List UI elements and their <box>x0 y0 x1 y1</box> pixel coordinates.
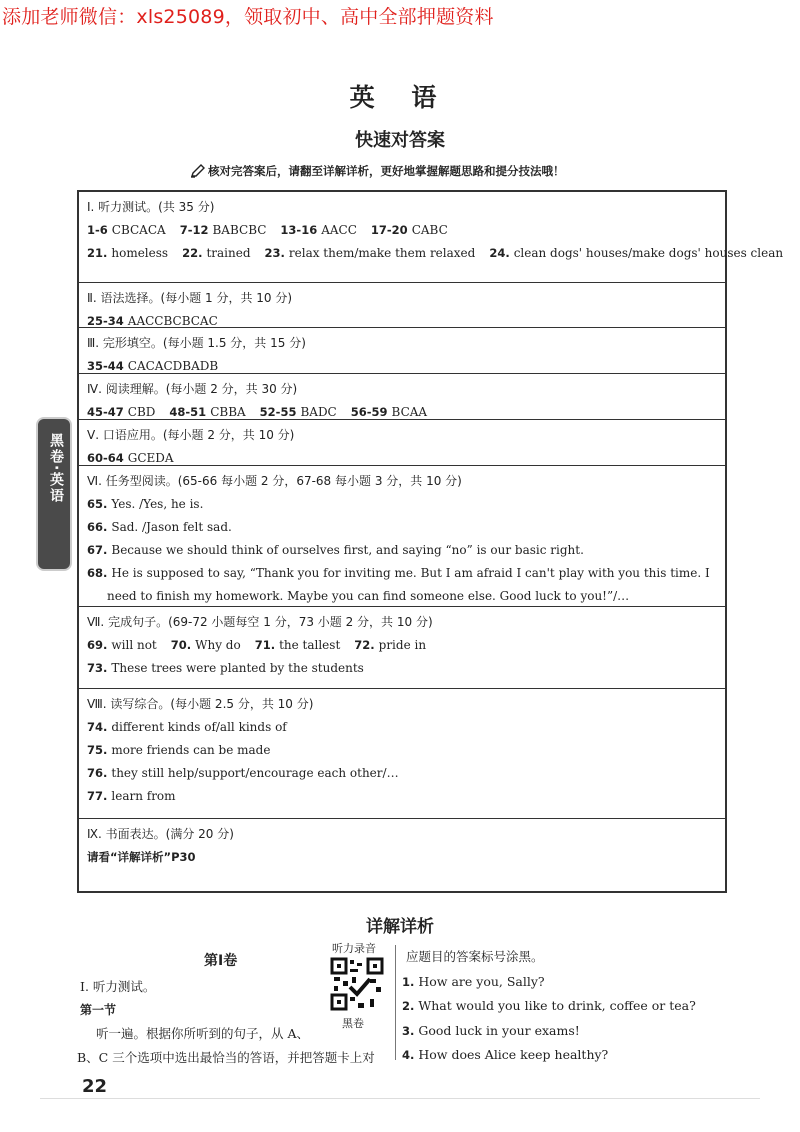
question-number: 70. <box>170 638 192 652</box>
answer-text: clean dogs' houses/make dogs' houses clean <box>513 246 784 260</box>
tip-text: 核对完答案后，请翻至详解详析，更好地掌握解题思路和提分技法哦！ <box>208 164 565 178</box>
answer-text: CBD <box>127 405 156 419</box>
section-heading: Ⅰ. 听力测试。(共 35 分) <box>87 200 215 214</box>
bottom-rule <box>40 1098 760 1099</box>
answer-text: Because we should think of ourselves first, and saying “no” is our basic right. <box>111 543 584 557</box>
question-number: 72. <box>354 638 375 652</box>
answer-line <box>87 493 725 516</box>
question-number: 76. <box>87 766 108 780</box>
answer-text: CACACDBADB <box>127 359 219 373</box>
detail-title: 详解详析 <box>366 917 434 937</box>
answer-line <box>87 562 732 608</box>
answer-text: AACC <box>321 223 357 237</box>
question-number: 1-6 <box>87 223 108 237</box>
question-number: 68. <box>87 566 108 580</box>
page-subtitle: 快速对答案 <box>355 130 445 151</box>
left-line: B、C 三个选项中选出最恰当的答语，并把答题卡上对 <box>77 1049 375 1065</box>
question-number: 1. <box>402 974 415 989</box>
question-number: 75. <box>87 743 108 757</box>
answer-section <box>79 689 725 819</box>
question-number: 67. <box>87 543 108 557</box>
answer-text: Sad. /Jason felt sad. <box>111 520 232 534</box>
answer-section <box>79 420 725 466</box>
qr-label: 听力录音 <box>332 942 376 955</box>
question-text: 应题目的答案标号涂黑。 <box>406 949 544 964</box>
question-number: 52-55 <box>259 405 297 419</box>
question-number: 45-47 <box>87 405 124 419</box>
question-number: 71. <box>254 638 276 652</box>
answer-text: BABCBC <box>212 223 267 237</box>
question-number: 4. <box>402 1048 415 1062</box>
question-number: 48-51 <box>169 405 207 419</box>
answer-text: These trees were planted by the students <box>111 661 364 675</box>
answer-text: will not <box>111 638 157 652</box>
answer-text: CBBA <box>210 405 246 419</box>
answer-text: relax them/make them relaxed <box>288 246 476 260</box>
answer-line <box>87 516 725 539</box>
section-heading: Ⅵ. 任务型阅读。(65-66 每小题 2 分，67-68 每小题 3 分，共 10 分) <box>87 474 462 488</box>
answer-text: trained <box>206 246 251 260</box>
answer-line <box>87 539 725 562</box>
answer-line <box>87 219 725 242</box>
answer-text: pride in <box>378 638 427 652</box>
question-number: 22. <box>182 246 203 260</box>
answer-key-box <box>77 190 784 893</box>
answer-text: He is supposed to say, “Thank you for inviting me. But I am afraid I can't play with you this time. I need to finish my homework. Maybe you can find someone else. Good luck to you!”/… <box>107 566 710 603</box>
answer-text: Yes. /Yes, he is. <box>111 497 204 511</box>
question-number: 35-44 <box>87 359 124 373</box>
answer-section <box>79 283 725 328</box>
question-number: 7-12 <box>179 223 209 237</box>
section-heading: Ⅶ. 完成句子。(69-72 小题每空 1 分，73 小题 2 分，共 10 分) <box>87 615 433 629</box>
answer-line <box>87 762 725 785</box>
answer-line <box>87 739 725 762</box>
listening-question <box>402 994 732 1019</box>
page-number: 22 <box>82 1076 108 1097</box>
answer-text: different kinds of/all kinds of <box>111 720 287 734</box>
qr-sub-label: 黑卷 <box>342 1017 364 1030</box>
answer-line <box>87 657 725 680</box>
left-line: 听一遍。根据你所听到的句子，从 A、 <box>96 1026 310 1041</box>
answer-section <box>79 607 725 689</box>
answer-section <box>79 192 784 283</box>
tip-line <box>190 163 565 179</box>
column-divider <box>395 945 396 1060</box>
question-number: 23. <box>264 246 285 260</box>
left-line: Ⅰ. 听力测试。 <box>80 979 156 994</box>
answer-text: BADC <box>300 405 337 419</box>
pencil-icon <box>190 164 206 178</box>
question-text: How are you, Sally? <box>418 973 545 989</box>
answer-text: homeless <box>111 246 169 260</box>
side-tab <box>36 417 72 571</box>
question-number: 73. <box>87 661 108 675</box>
section-heading: Ⅲ. 完形填空。(每小题 1.5 分，共 15 分) <box>87 336 306 350</box>
answer-section <box>79 328 725 374</box>
question-number: 25-34 <box>87 314 124 328</box>
answer-text: the tallest <box>279 638 341 652</box>
detail-left-text <box>77 975 375 1069</box>
question-number: 77. <box>87 789 108 803</box>
answer-text: GCEDA <box>127 451 174 465</box>
side-tab-label: 黑卷·英语 <box>48 433 64 505</box>
question-number: 3. <box>402 1023 415 1038</box>
answer-text: Why do <box>195 638 241 652</box>
answer-text: more friends can be made <box>111 743 271 757</box>
section-heading: Ⅴ. 口语应用。(每小题 2 分，共 10 分) <box>87 428 295 442</box>
left-line: 第一节 <box>80 1002 117 1017</box>
question-number: 13-16 <box>280 223 318 237</box>
section-heading: Ⅱ. 语法选择。(每小题 1 分，共 10 分) <box>87 291 293 305</box>
section-heading: Ⅳ. 阅读理解。(每小题 2 分，共 30 分) <box>87 382 298 396</box>
volume-title: 第Ⅰ卷 <box>204 953 238 969</box>
listening-question <box>402 1043 732 1068</box>
question-number: 2. <box>402 999 415 1013</box>
answer-text: BCAA <box>391 405 428 419</box>
question-number: 17-20 <box>370 223 408 237</box>
question-number: 21. <box>87 246 108 260</box>
question-text: How does Alice keep healthy? <box>418 1047 609 1062</box>
answer-text: they still help/support/encourage each other/… <box>111 766 399 780</box>
section-heading: Ⅷ. 读写综合。(每小题 2.5 分，共 10 分) <box>87 697 314 711</box>
answer-text: AACCBCBCAC <box>127 314 218 328</box>
question-number: 74. <box>87 720 108 734</box>
listening-question <box>402 945 732 970</box>
watermark-text: 添加老师微信：xls25089，领取初中、高中全部押题资料 <box>2 6 494 28</box>
question-number: 24. <box>489 246 510 260</box>
answer-line <box>87 846 725 869</box>
answer-section <box>79 374 725 420</box>
question-number: 请看“详解详析”P30 <box>87 850 196 864</box>
section-heading: Ⅸ. 书面表达。(满分 20 分) <box>87 827 234 841</box>
answer-section <box>79 819 725 891</box>
question-number: 60-64 <box>87 451 124 465</box>
answer-section <box>79 466 725 607</box>
answer-line <box>87 242 784 265</box>
listening-question <box>402 970 732 995</box>
answer-line <box>87 716 725 739</box>
question-text: What would you like to drink, coffee or tea? <box>418 998 696 1013</box>
question-number: 69. <box>87 638 108 652</box>
answer-text: CBCACA <box>111 223 166 237</box>
question-number: 65. <box>87 497 108 511</box>
answer-line <box>87 634 725 657</box>
question-number: 66. <box>87 520 108 534</box>
answer-line <box>87 785 725 808</box>
answer-text: CABC <box>411 223 448 237</box>
question-text: Good luck in your exams! <box>418 1022 580 1038</box>
detail-right-column <box>402 945 732 1068</box>
question-number: 56-59 <box>350 405 388 419</box>
answer-text: learn from <box>111 789 176 803</box>
page-title: 英 语 <box>349 83 451 112</box>
listening-question <box>402 1019 732 1044</box>
